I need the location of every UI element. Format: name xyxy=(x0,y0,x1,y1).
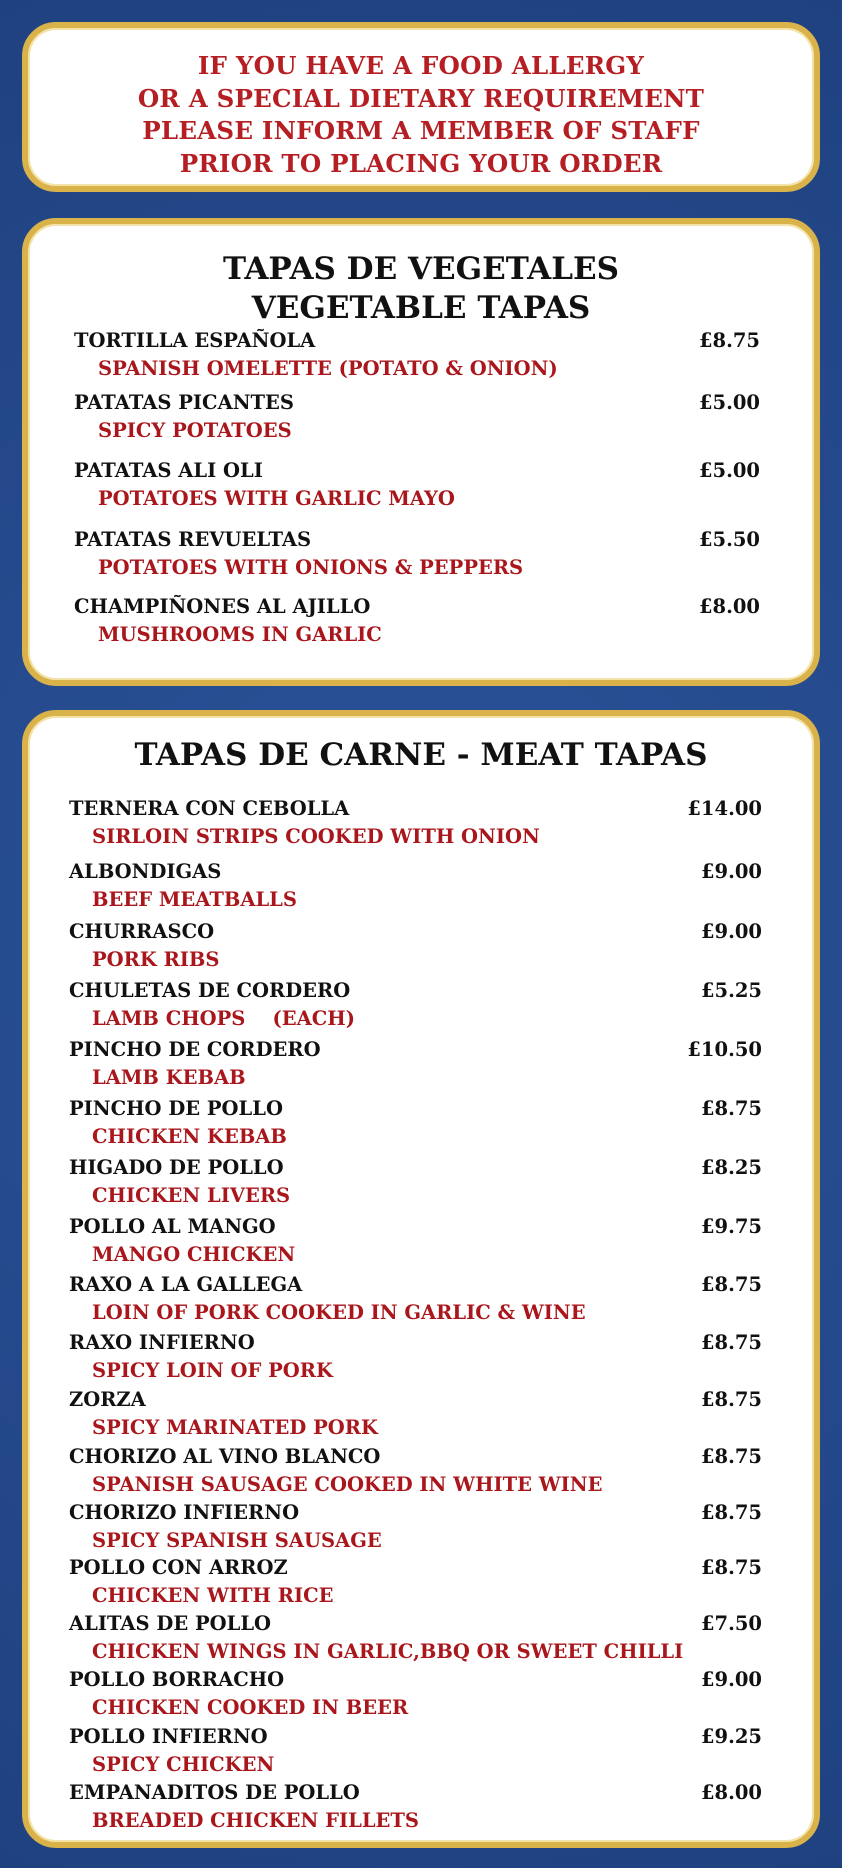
allergy-line-3: PLEASE INFORM A MEMBER OF STAFF xyxy=(142,116,700,145)
item-price: £8.75 xyxy=(700,1097,762,1120)
item-description: SPICY CHICKEN xyxy=(92,1753,275,1776)
item-description: SIRLOIN STRIPS COOKED WITH ONION xyxy=(92,825,540,848)
item-price: £8.75 xyxy=(700,1445,762,1468)
item-description: BEEF MEATBALLS xyxy=(92,888,297,911)
item-name: ALITAS DE POLLO xyxy=(69,1612,272,1635)
item-description: LOIN OF PORK COOKED IN GARLIC & WINE xyxy=(92,1301,586,1324)
allergy-notice xyxy=(28,28,814,180)
item-price: £7.50 xyxy=(700,1612,762,1635)
item-name: POLLO CON ARROZ xyxy=(69,1556,288,1579)
item-price: £9.00 xyxy=(700,860,762,883)
item-name: CHULETAS DE CORDERO xyxy=(69,979,351,1002)
vegetable-title-spanish: TAPAS DE VEGETALES xyxy=(222,251,620,287)
item-name: CHURRASCO xyxy=(69,920,215,943)
vegetable-title-english: VEGETABLE TAPAS xyxy=(251,290,591,326)
item-name: PATATAS PICANTES xyxy=(74,391,294,414)
item-description: CHICKEN WITH RICE xyxy=(92,1584,334,1607)
item-name: PINCHO DE CORDERO xyxy=(69,1038,321,1061)
item-price: £5.00 xyxy=(698,459,760,482)
item-description: POTATOES WITH GARLIC MAYO xyxy=(98,487,455,510)
item-description: SPICY POTATOES xyxy=(98,419,292,442)
item-description: BREADED CHICKEN FILLETS xyxy=(92,1809,420,1832)
item-description: CHICKEN LIVERS xyxy=(92,1184,291,1207)
allergy-notice-panel xyxy=(22,22,820,192)
item-description: SPICY SPANISH SAUSAGE xyxy=(92,1529,382,1552)
allergy-line-2: OR A SPECIAL DIETARY REQUIREMENT xyxy=(137,83,705,113)
item-name: ZORZA xyxy=(69,1388,146,1411)
item-price: £8.00 xyxy=(700,1781,762,1804)
item-description: MANGO CHICKEN xyxy=(92,1243,296,1266)
allergy-line-1: IF YOU HAVE A FOOD ALLERGY xyxy=(197,51,645,80)
item-name: TERNERA CON CEBOLLA xyxy=(69,797,350,820)
item-name: CHAMPIÑONES AL AJILLO xyxy=(74,595,371,618)
item-price: £9.75 xyxy=(700,1215,762,1238)
item-name: PATATAS ALI OLI xyxy=(74,459,263,482)
item-description: MUSHROOMS IN GARLIC xyxy=(98,623,382,646)
item-description: CHICKEN COOKED IN BEER xyxy=(92,1696,409,1719)
item-description: CHICKEN KEBAB xyxy=(92,1125,287,1148)
vegetable-tapas-title xyxy=(28,224,814,328)
meat-tapas-panel xyxy=(22,710,820,1848)
item-description: CHICKEN WINGS IN GARLIC,BBQ OR SWEET CHILLI xyxy=(92,1640,684,1663)
item-price: £8.75 xyxy=(698,329,760,352)
item-price: £9.00 xyxy=(700,1668,762,1691)
item-name: POLLO INFIERNO xyxy=(69,1725,268,1748)
item-name: HIGADO DE POLLO xyxy=(69,1156,284,1179)
item-price: £8.75 xyxy=(700,1331,762,1354)
item-name: POLLO AL MANGO xyxy=(69,1215,276,1238)
item-name: EMPANADITOS DE POLLO xyxy=(69,1781,360,1804)
item-description: SPICY MARINATED PORK xyxy=(92,1416,378,1439)
item-price: £9.25 xyxy=(700,1725,762,1748)
item-name: TORTILLA ESPAÑOLA xyxy=(74,329,316,352)
item-price: £5.25 xyxy=(700,979,762,1002)
item-price: £14.00 xyxy=(687,797,762,820)
item-description: PORK RIBS xyxy=(92,948,220,971)
item-price: £8.75 xyxy=(700,1273,762,1296)
item-price: £8.75 xyxy=(700,1388,762,1411)
item-name: RAXO A LA GALLEGA xyxy=(69,1273,303,1296)
item-price: £10.50 xyxy=(687,1038,762,1061)
item-description: LAMB KEBAB xyxy=(92,1066,246,1089)
meat-tapas-title: TAPAS DE CARNE - MEAT TAPAS xyxy=(134,737,708,773)
item-name: CHORIZO INFIERNO xyxy=(69,1501,300,1524)
item-name: PATATAS REVUELTAS xyxy=(74,528,312,551)
item-name: POLLO BORRACHO xyxy=(69,1668,285,1691)
item-price: £8.00 xyxy=(698,595,760,618)
item-price: £8.75 xyxy=(700,1556,762,1579)
allergy-line-4: PRIOR TO PLACING YOUR ORDER xyxy=(179,148,663,178)
item-name: ALBONDIGAS xyxy=(69,860,222,883)
item-price: £8.25 xyxy=(700,1156,762,1179)
item-description: SPANISH SAUSAGE COOKED IN WHITE WINE xyxy=(92,1473,603,1496)
item-description: POTATOES WITH ONIONS & PEPPERS xyxy=(98,556,524,579)
item-description: SPICY LOIN OF PORK xyxy=(92,1359,333,1382)
item-price: £8.75 xyxy=(700,1501,762,1524)
vegetable-tapas-panel xyxy=(22,218,820,686)
item-name: PINCHO DE POLLO xyxy=(69,1097,283,1120)
item-name: RAXO INFIERNO xyxy=(69,1331,255,1354)
item-description: LAMB CHOPS (EACH) xyxy=(92,1007,355,1030)
item-price: £5.00 xyxy=(698,391,760,414)
item-price: £5.50 xyxy=(698,528,760,551)
item-name: CHORIZO AL VINO BLANCO xyxy=(69,1445,381,1468)
item-price: £9.00 xyxy=(700,920,762,943)
item-description: SPANISH OMELETTE (POTATO & ONION) xyxy=(98,357,558,380)
